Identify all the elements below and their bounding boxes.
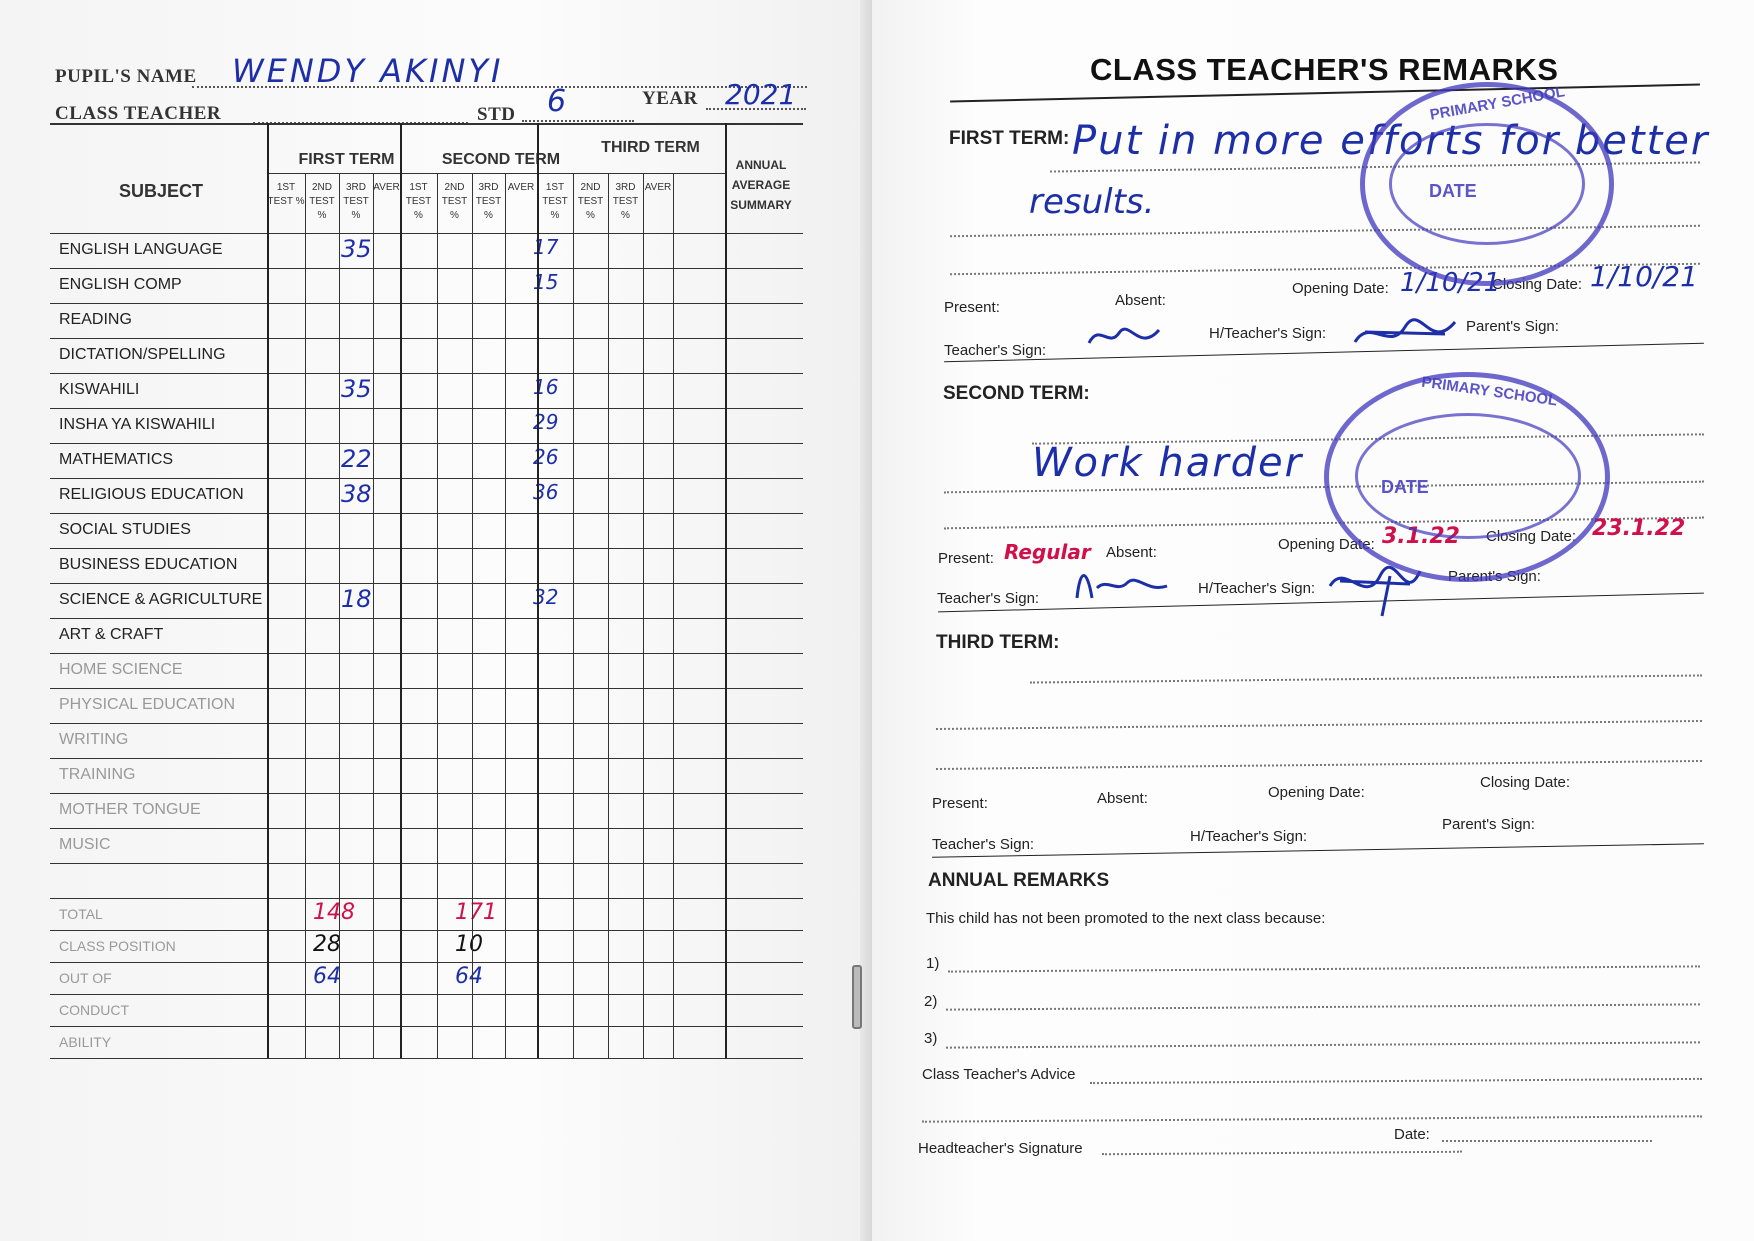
second-term-3rd-test-mark: 32: [533, 585, 559, 609]
subject-label: ENGLISH COMP: [59, 276, 182, 293]
grid-vline: [608, 173, 609, 1058]
grid-hline: [50, 408, 803, 409]
test-col-header: 2ND TEST %: [577, 182, 604, 221]
second-term-3rd-test-mark: 26: [533, 445, 559, 469]
grid-vline: [267, 123, 269, 1058]
grid-hline: [50, 828, 803, 829]
grid-hline: [50, 994, 803, 995]
grid-vline: [305, 173, 306, 1058]
stamp-2-date: DATE: [1381, 477, 1429, 497]
grid-hline: [50, 863, 803, 864]
first-term-remark-2: results.: [1029, 182, 1155, 222]
grid-hline: [267, 173, 725, 174]
std-label: STD: [477, 104, 516, 125]
ft-present-label: Present:: [944, 299, 1000, 316]
ft-teacher-signature: [1084, 318, 1164, 358]
summary-label: TOTAL: [59, 906, 103, 922]
annual-average-header: ANNUAL AVERAGE SUMMARY: [730, 158, 792, 212]
grid-hline: [50, 373, 803, 374]
summary-label: CLASS POSITION: [59, 938, 176, 954]
grid-vline: [400, 123, 402, 1058]
advice-line-2: [922, 1115, 1702, 1122]
second-term-3rd-test-mark: 36: [533, 480, 559, 504]
subject-label: WRITING: [59, 731, 129, 748]
grid-hline: [50, 930, 803, 931]
pupil-name-value: WENDY AKINYI: [232, 52, 504, 90]
subject-label: HOME SCIENCE: [59, 661, 183, 678]
ft-opening-label: Opening Date:: [1292, 280, 1389, 297]
third-term-header: THIRD TERM: [601, 139, 700, 156]
first-term-summary-value: 64: [313, 964, 341, 989]
grid-hline: [50, 443, 803, 444]
class-teacher-advice-label: Class Teacher's Advice: [922, 1066, 1076, 1083]
subject-label: DICTATION/SPELLING: [59, 346, 226, 363]
grid-hline: [50, 338, 803, 339]
second-term-header: SECOND TERM: [441, 151, 561, 168]
st-present-value: Regular: [1004, 540, 1091, 564]
left-page: [0, 0, 872, 1241]
grid-vline: [673, 173, 674, 1058]
st-closing-value: 23.1.22: [1592, 516, 1686, 541]
school-stamp-2: [1324, 372, 1610, 582]
tt-absent-label: Absent:: [1097, 790, 1148, 807]
test-col-header: 1ST TEST %: [405, 182, 432, 221]
test-col-header: 3RD TEST %: [612, 182, 639, 221]
test-col-header: AVER: [644, 182, 672, 193]
grid-hline: [50, 233, 803, 234]
grid-hline: [50, 898, 803, 899]
ft-head-signature: [1350, 312, 1460, 360]
subject-label: MOTHER TONGUE: [59, 801, 201, 818]
std-line: [522, 120, 634, 122]
test-col-header: 1ST TEST %: [542, 182, 568, 221]
grid-hline: [50, 583, 803, 584]
ft-closing-value: 1/10/21: [1590, 260, 1698, 293]
stamp-2-school: PRIMARY SCHOOL: [1420, 373, 1559, 410]
second-term-summary-value: 171: [455, 900, 497, 925]
grid-vline: [573, 173, 574, 1058]
second-term-summary-value: 10: [455, 932, 483, 957]
test-col-header: 3RD TEST %: [475, 182, 502, 221]
subject-label: ENGLISH LANGUAGE: [59, 241, 223, 258]
tt-parent-sign-label: Parent's Sign:: [1442, 816, 1535, 833]
annual-item-2: 2): [924, 993, 938, 1010]
tt-line-1: [1030, 674, 1702, 683]
class-teacher-label: CLASS TEACHER: [55, 103, 222, 124]
subject-label: ART & CRAFT: [59, 626, 164, 643]
first-term-3rd-test-mark: 18: [341, 585, 372, 613]
annual-date-line: [1442, 1140, 1652, 1142]
grid-hline: [50, 268, 803, 269]
school-stamp-1: [1360, 82, 1614, 286]
st-parent-sign-label: Parent's Sign:: [1448, 568, 1541, 585]
not-promoted-text: This child has not been promoted to the next class because:: [926, 910, 1326, 927]
st-teacher-sign-label: Teacher's Sign:: [937, 590, 1040, 607]
grid-vline: [339, 173, 340, 1058]
annual-line-1: [948, 965, 1700, 972]
subject-label: READING: [59, 311, 132, 328]
grid-hline: [50, 548, 803, 549]
summary-label: ABILITY: [59, 1034, 112, 1050]
staple-bottom: [852, 965, 862, 1029]
stamp-1-inner: [1389, 123, 1585, 245]
grid-vline: [437, 173, 438, 1058]
second-term-3rd-test-mark: 17: [533, 235, 559, 259]
grid-vline: [725, 123, 727, 1058]
tt-opening-label: Opening Date:: [1268, 784, 1365, 801]
grid-hline: [50, 513, 803, 514]
grid-vline: [373, 173, 374, 1058]
grid-hline: [50, 123, 803, 125]
first-term-3rd-test-mark: 22: [341, 445, 372, 473]
tt-closing-label: Closing Date:: [1480, 774, 1571, 791]
grid-hline: [50, 653, 803, 654]
grid-vline: [643, 173, 644, 1058]
first-term-3rd-test-mark: 35: [341, 235, 372, 263]
second-term-remark: Work harder: [1032, 440, 1304, 486]
right-page: [872, 0, 1754, 1241]
first-term-3rd-test-mark: 35: [341, 375, 372, 403]
test-col-header: 2ND TEST %: [441, 182, 468, 221]
grid-hline: [50, 688, 803, 689]
ft-absent-label: Absent:: [1115, 292, 1166, 309]
test-col-header: 1ST TEST %: [267, 182, 305, 207]
subject-label: KISWAHILI: [59, 381, 140, 398]
tt-teacher-sign-label: Teacher's Sign:: [932, 836, 1035, 853]
head-sig-line: [1102, 1151, 1462, 1156]
grid-hline: [50, 1058, 803, 1059]
pupil-name-label: PUPIL'S NAME: [55, 66, 197, 87]
first-term-label: FIRST TERM:: [949, 128, 1070, 149]
second-term-summary-value: 64: [455, 964, 483, 989]
subject-label: PHYSICAL EDUCATION: [59, 696, 236, 713]
subject-label: BUSINESS EDUCATION: [59, 556, 238, 573]
year-label: YEAR: [642, 88, 698, 109]
grid-vline: [537, 123, 539, 1058]
headteacher-signature-label: Headteacher's Signature: [918, 1140, 1083, 1157]
test-col-header: 3RD TEST %: [343, 182, 369, 221]
st-present-label: Present:: [938, 550, 994, 567]
subject-label: MATHEMATICS: [59, 451, 174, 468]
first-term-summary-value: 148: [313, 900, 355, 925]
ft-closing-label: Closing Date:: [1492, 276, 1583, 293]
ft-line-3: [950, 263, 1700, 275]
second-term-3rd-test-mark: 15: [533, 270, 559, 294]
annual-line-3: [946, 1041, 1700, 1048]
grid-hline: [50, 478, 803, 479]
ft-parent-sign-label: Parent's Sign:: [1466, 318, 1559, 335]
stamp-1-school: PRIMARY SCHOOL: [1428, 83, 1567, 124]
remarks-title: CLASS TEACHER'S REMARKS: [1090, 52, 1559, 87]
year-value: 2021: [725, 78, 797, 111]
grid-hline: [50, 758, 803, 759]
first-term-header: FIRST TERM: [298, 151, 395, 168]
ft-opening-value: 1/10/21: [1400, 268, 1501, 298]
grid-hline: [50, 962, 803, 963]
ft-rule: [944, 343, 1704, 363]
st-opening-value: 3.1.22: [1382, 524, 1460, 549]
summary-label: OUT OF: [59, 970, 112, 986]
test-col-header: AVER: [507, 182, 535, 193]
tt-line-3: [936, 760, 1702, 770]
tt-head-sign-label: H/Teacher's Sign:: [1190, 828, 1308, 845]
st-absent-label: Absent:: [1106, 544, 1157, 561]
subject-label: TRAINING: [59, 766, 136, 783]
st-opening-label: Opening Date:: [1278, 536, 1375, 553]
grid-hline: [50, 618, 803, 619]
st-head-sign-label: H/Teacher's Sign:: [1198, 580, 1316, 597]
first-term-3rd-test-mark: 38: [341, 480, 372, 508]
grid-hline: [50, 303, 803, 304]
grid-hline: [50, 793, 803, 794]
tt-present-label: Present:: [932, 795, 988, 812]
summary-label: CONDUCT: [59, 1002, 129, 1018]
subject-header: SUBJECT: [118, 181, 203, 201]
second-term-3rd-test-mark: 16: [533, 375, 559, 399]
tt-line-2: [936, 720, 1702, 730]
annual-item-3: 3): [924, 1030, 938, 1047]
ft-teacher-sign-label: Teacher's Sign:: [944, 342, 1047, 359]
annual-remarks-label: ANNUAL REMARKS: [928, 870, 1110, 891]
annual-item-1: 1): [926, 955, 940, 972]
grid-hline: [50, 723, 803, 724]
second-term-label: SECOND TERM:: [943, 383, 1090, 404]
second-term-3rd-test-mark: 29: [533, 410, 559, 434]
grid-vline: [472, 173, 473, 1058]
subject-label: INSHA YA KISWAHILI: [59, 416, 216, 433]
first-term-summary-value: 28: [313, 932, 341, 957]
annual-date-label: Date:: [1394, 1126, 1430, 1143]
third-term-label: THIRD TERM:: [936, 632, 1060, 653]
stamp-2-inner: [1355, 413, 1581, 539]
test-col-header: 2ND TEST %: [309, 182, 335, 221]
subject-label: MUSIC: [59, 836, 111, 853]
grid-hline: [50, 1026, 803, 1027]
st-teacher-signature: [1072, 558, 1172, 608]
first-term-remark-1: Put in more efforts for better: [1072, 118, 1710, 164]
subject-label: RELIGIOUS EDUCATION: [59, 486, 244, 503]
st-closing-label: Closing Date:: [1486, 528, 1577, 545]
annual-line-2: [946, 1003, 1700, 1010]
subject-label: SCIENCE & AGRICULTURE: [59, 591, 263, 608]
ft-head-sign-label: H/Teacher's Sign:: [1209, 325, 1327, 342]
tt-rule: [932, 843, 1704, 857]
advice-line-1: [1090, 1078, 1702, 1084]
subject-label: SOCIAL STUDIES: [59, 521, 191, 538]
test-col-header: AVER: [373, 182, 400, 193]
stamp-1-date: DATE: [1429, 181, 1477, 201]
grid-vline: [505, 173, 506, 1058]
std-value: 6: [547, 84, 567, 119]
